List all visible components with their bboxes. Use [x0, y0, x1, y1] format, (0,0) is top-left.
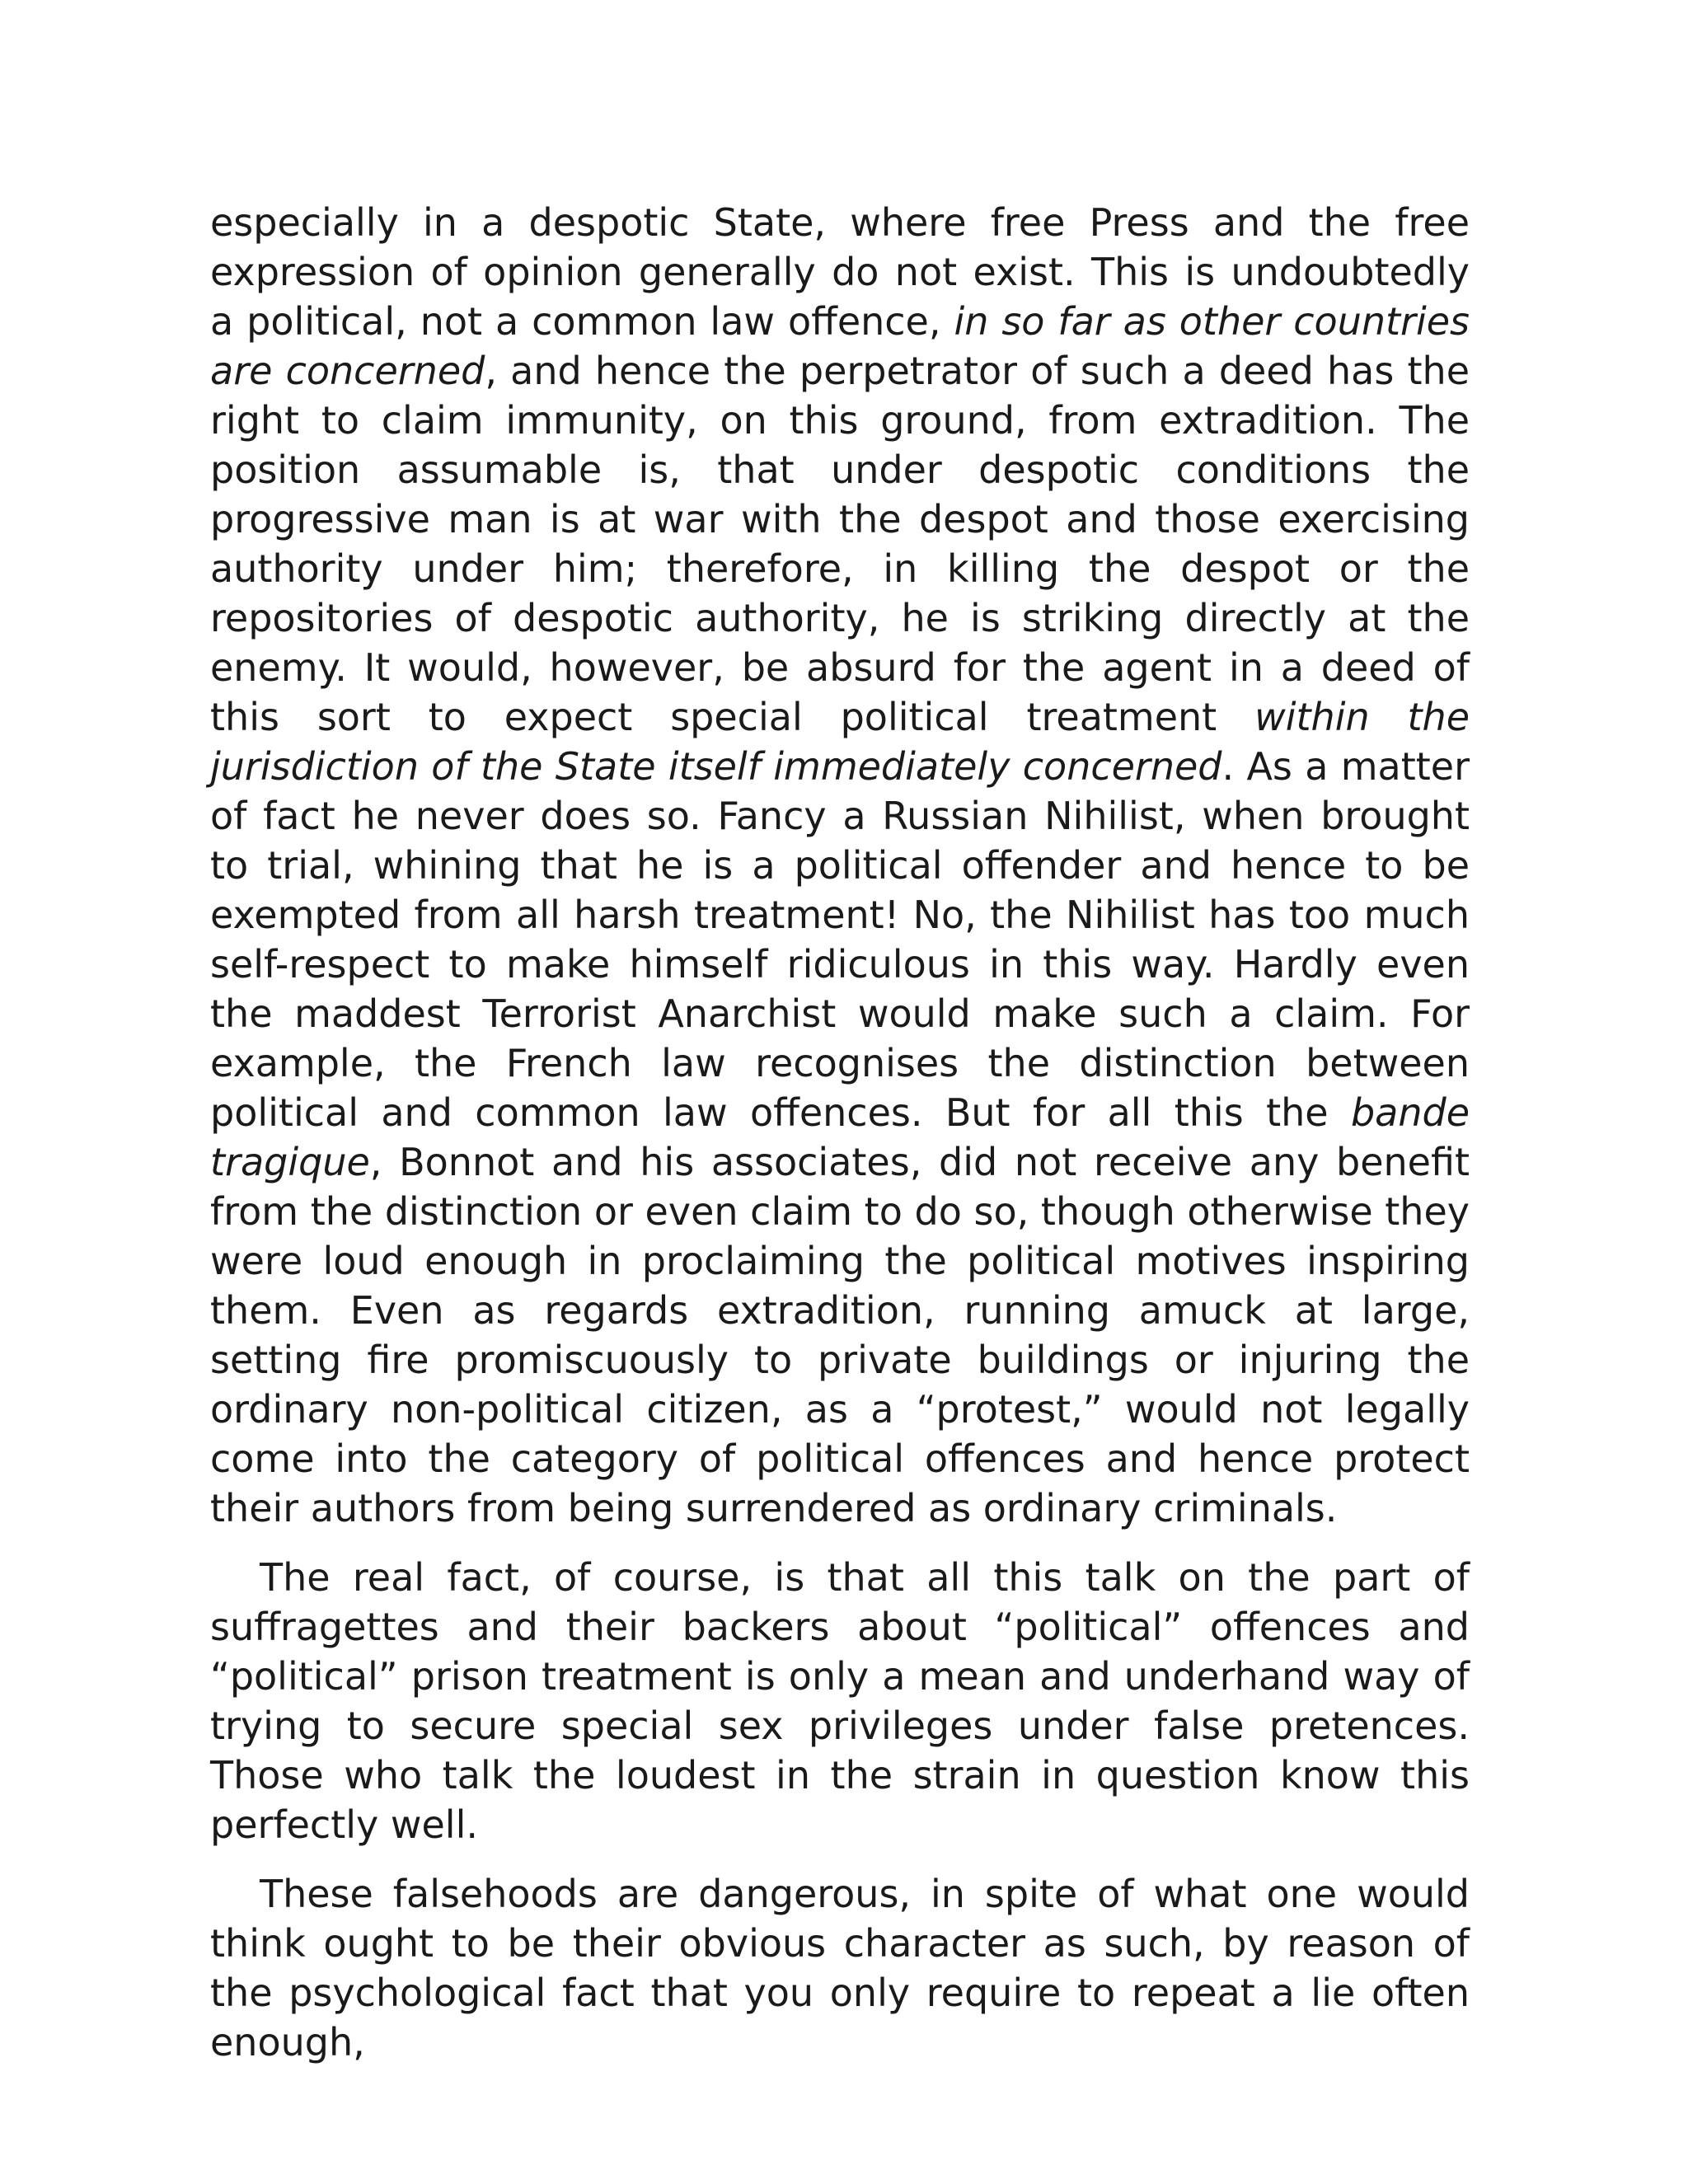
italic-segment: in so far as other countries are concerned — [210, 299, 1470, 393]
text-segment: , and hence the perpetrator of such a deed has the right to claim immunity, on this ground, from extradition. The position assumable is, that under despotic conditions the progressive man is at war with the despot and those exercising authority under him; therefore, in killing the despot or the repositories of despotic authority, he is striking directly at the enemy. It would, however, be absurd for the agent in a deed of this sort to expect special political treatment — [210, 349, 1470, 739]
text-segment: especially in a despotic State, where free Press and the free expression of opinion generally do not exist. This is undoubtedly a political, not a common law offence, — [210, 200, 1470, 344]
text-segment: The real fact, of course, is that all this talk on the part of suffragettes and their backers about “political” offences and “political” prison treatment is only a mean and underhand way of trying to secure special sex privileges under false pretences. Those who talk the loudest in the strain in question know this perfectly well. — [210, 1555, 1470, 1847]
italic-segment: within the jurisdiction of the State itself immediately concerned — [210, 695, 1470, 789]
paragraph-3 — [210, 1869, 1470, 2067]
text-segment: , Bonnot and his associates, did not receive any benefit from the distinction or even claim to do so, though otherwise they were loud enough in proclaiming the political motives inspiring them. Even as regards extradition, running amuck at large, setting fire promiscuously to private buildings or injuring the ordinary non-political citizen, as a “protest,” would not legally come into the category of political offences and hence protect their authors from being surrendered as ordinary criminals. — [210, 1140, 1470, 1530]
body-text — [210, 198, 1470, 2087]
text-segment: These falsehoods are dangerous, in spite of what one would think ought to be their obvious character as such, by reason of the psychological fact that you only require to repeat a lie often enough, — [210, 1872, 1470, 2064]
text-segment: . As a matter of fact he never does so. Fancy a Russian Nihilist, when brought to trial, whining that he is a political offender and hence to be exempted from all harsh treatment! No, the Nihilist has too much self-respect to make himself ridiculous in this way. Hardly even the maddest Terrorist Anarchist would make such a claim. For example, the French law recognises the distinction between political and common law offences. But for all this the — [210, 744, 1470, 1135]
paragraph-2 — [210, 1553, 1470, 1849]
paragraph-1 — [210, 198, 1470, 1533]
italic-segment: bande tragique — [210, 1090, 1470, 1184]
